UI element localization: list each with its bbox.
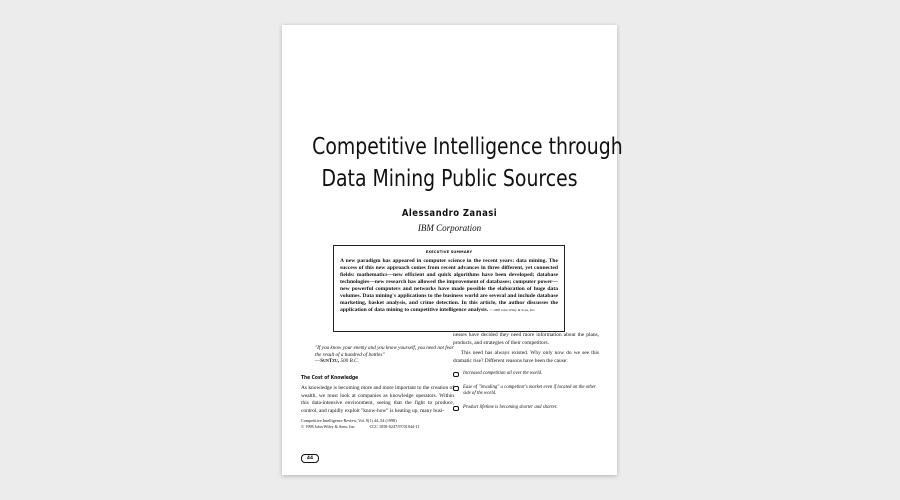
article-title <box>312 131 623 195</box>
list-item: Ease of "invading" a competitor's market even if located on the other side of the world. <box>453 385 599 398</box>
footer-copyright: © 1998 John Wiley & Sons, Inc. <box>301 423 356 429</box>
executive-summary-text <box>340 258 558 314</box>
list-item: Product lifetime is becoming shorter and shorter. <box>453 405 599 412</box>
title-line-1: Competitive Intelligence through <box>312 134 623 160</box>
right-column <box>453 329 599 418</box>
author-name: Alessandro Zanasi <box>401 208 498 219</box>
bullet-icon <box>453 372 459 377</box>
bullet-icon <box>453 406 459 411</box>
epigraph-quote: "If you know your enemy and you know yourself, you need not fear the result of a hundred of battles" <box>315 345 454 358</box>
right-column-paragraph-1: nesses have decided they need more information about the plans, products, and strategies of their competitors. <box>453 332 599 346</box>
left-column-body: As knowledge is becoming more and more important to the creation of wealth, we must look at companies as knowledge operators. Within this data-intensive environment, seeing that the fight to produce, control, and rapidly exploit "know-how" is heating up, many busi- <box>301 385 454 414</box>
page-number: 44 <box>301 454 319 463</box>
executive-summary-copyright: © 1998 John Wiley & Sons, Inc. <box>489 308 536 312</box>
left-column <box>301 345 454 429</box>
executive-summary-heading: EXECUTIVE SUMMARY <box>425 250 473 254</box>
executive-summary-box <box>333 245 565 332</box>
right-column-paragraph-2: This need has always existed. Why only now do we see this dramatic rise? Different reasons have been the cause: <box>453 350 599 364</box>
footer-copyright-line <box>301 424 454 430</box>
footer-ccc-code: CCC 1058-0247/97/01044-11 <box>369 423 420 429</box>
epigraph-source-name: SunTzu, <box>320 358 340 365</box>
section-heading: The Cost of Knowledge <box>301 374 359 381</box>
title-line-2: Data Mining Public Sources <box>321 166 578 192</box>
paper-page <box>282 25 623 475</box>
bullet-icon <box>453 386 459 391</box>
executive-summary-body: A new paradigm has appeared in computer science in the recent years: data mining. The success of this new approach comes from recent advances in three different, yet connected fields: mathematics—new efficient and quick algorithms have been developed; database technologies—new research has allowed the improvement of databases; computer power—new powerful computers and networks have made possible the elaboration of huge data volumes. Data mining's applications to the business world are several and include database marketing, basket analysis, and crime detection. In this article, the author discusses the application of data mining to competitive intelligence analysis. <box>340 258 558 313</box>
journal-footer <box>301 418 454 429</box>
epigraph-source: —SunTzu, 500 B.C. <box>315 358 359 365</box>
causes-list <box>453 371 599 411</box>
epigraph-source-date: 500 B.C. <box>340 358 359 365</box>
author-affiliation: IBM Corporation <box>417 223 482 233</box>
list-item: Increased competition all over the world. <box>453 371 599 378</box>
footer-citation: Competitive Intelligence Review, Vol. 9(1) 44–54 (1998) <box>301 418 397 424</box>
